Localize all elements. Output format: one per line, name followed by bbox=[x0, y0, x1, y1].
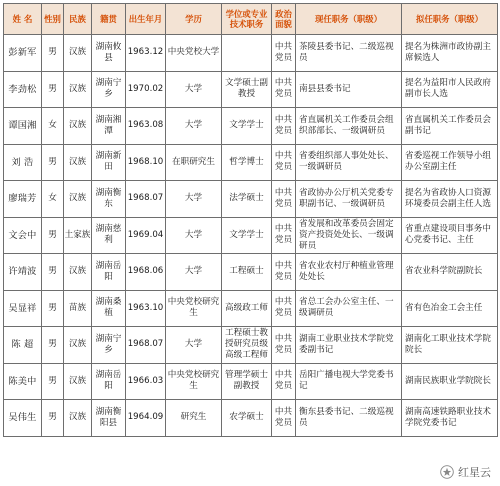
cell-birth-date: 1970.02 bbox=[126, 71, 166, 108]
cell-birth-date: 1968.10 bbox=[126, 144, 166, 181]
cell-current-post: 省农业农村厅种植业管理处处长 bbox=[296, 254, 402, 291]
cell-political-status: 中共党员 bbox=[272, 363, 296, 400]
cell-degree: 文学学士 bbox=[222, 217, 272, 254]
cell-birth-date: 1968.07 bbox=[126, 181, 166, 218]
table-row bbox=[4, 217, 498, 254]
cell-education: 大学 bbox=[166, 71, 222, 108]
cell-current-post: 省委组织部人事处处长、一级调研员 bbox=[296, 144, 402, 181]
cell-current-post: 湖南工业职业技术学院党委副书记 bbox=[296, 327, 402, 364]
cell-gender: 男 bbox=[42, 254, 64, 291]
cell-education: 研究生 bbox=[166, 400, 222, 437]
cell-degree: 哲学博士 bbox=[222, 144, 272, 181]
header-birth-date: 出生年月 bbox=[126, 4, 166, 35]
cell-political-status: 中共党员 bbox=[272, 217, 296, 254]
cell-proposed-post: 提名为省政协人口资源环境委员会副主任人选 bbox=[402, 181, 498, 218]
cell-name: 吴显祥 bbox=[4, 290, 42, 327]
cell-native-place: 湖南宁乡 bbox=[92, 71, 126, 108]
cell-gender: 男 bbox=[42, 35, 64, 72]
cell-proposed-post: 提名为株洲市政协副主席候选人 bbox=[402, 35, 498, 72]
table-row bbox=[4, 400, 498, 437]
cell-degree: 工程硕士教授研究员级高级工程师 bbox=[222, 327, 272, 364]
table-row bbox=[4, 290, 498, 327]
cell-name: 文会中 bbox=[4, 217, 42, 254]
cell-gender: 男 bbox=[42, 363, 64, 400]
cell-proposed-post: 湖南高速铁路职业技术学院党委书记 bbox=[402, 400, 498, 437]
cell-political-status: 中共党员 bbox=[272, 181, 296, 218]
table-row bbox=[4, 35, 498, 72]
cell-gender: 男 bbox=[42, 400, 64, 437]
cell-proposed-post: 省有色冶金工会主任 bbox=[402, 290, 498, 327]
header-current-post: 现任职务（职级） bbox=[296, 4, 402, 35]
cell-proposed-post: 湖南化工职业技术学院院长 bbox=[402, 327, 498, 364]
cell-current-post: 茶陵县委书记、二级巡视员 bbox=[296, 35, 402, 72]
table-row bbox=[4, 363, 498, 400]
cell-education: 大学 bbox=[166, 254, 222, 291]
cell-birth-date: 1969.04 bbox=[126, 217, 166, 254]
header-native-place: 籍贯 bbox=[92, 4, 126, 35]
cell-political-status: 中共党员 bbox=[272, 108, 296, 145]
cell-ethnicity: 汉族 bbox=[64, 400, 92, 437]
header-ethnicity: 民族 bbox=[64, 4, 92, 35]
cell-ethnicity: 汉族 bbox=[64, 363, 92, 400]
cell-current-post: 南县县委书记 bbox=[296, 71, 402, 108]
cell-gender: 男 bbox=[42, 327, 64, 364]
cell-ethnicity: 土家族 bbox=[64, 217, 92, 254]
cell-birth-date: 1968.07 bbox=[126, 327, 166, 364]
cell-degree: 工程硕士 bbox=[222, 254, 272, 291]
cell-proposed-post: 省农业科学院副院长 bbox=[402, 254, 498, 291]
cell-education: 大学 bbox=[166, 217, 222, 254]
cell-native-place: 湖南岳阳 bbox=[92, 254, 126, 291]
table-row bbox=[4, 327, 498, 364]
header-political-status: 政治面貌 bbox=[272, 4, 296, 35]
header-name: 姓 名 bbox=[4, 4, 42, 35]
cell-proposed-post: 省重点建设项目事务中心党委书记、主任 bbox=[402, 217, 498, 254]
cell-political-status: 中共党员 bbox=[272, 327, 296, 364]
cell-degree: 法学硕士 bbox=[222, 181, 272, 218]
cell-proposed-post: 提名为益阳市人民政府副市长人选 bbox=[402, 71, 498, 108]
cell-name: 刘 浩 bbox=[4, 144, 42, 181]
cell-ethnicity: 苗族 bbox=[64, 290, 92, 327]
cell-current-post: 岳阳广播电视大学党委书记 bbox=[296, 363, 402, 400]
table-row bbox=[4, 108, 498, 145]
cell-name: 李劲松 bbox=[4, 71, 42, 108]
cell-ethnicity: 汉族 bbox=[64, 35, 92, 72]
cell-native-place: 湖南慈利 bbox=[92, 217, 126, 254]
cell-degree: 农学硕士 bbox=[222, 400, 272, 437]
cell-name: 陈美中 bbox=[4, 363, 42, 400]
cell-birth-date: 1963.12 bbox=[126, 35, 166, 72]
cell-current-post: 衡东县委书记、二级巡视员 bbox=[296, 400, 402, 437]
cell-birth-date: 1963.08 bbox=[126, 108, 166, 145]
cell-proposed-post: 省直属机关工作委员会副书记 bbox=[402, 108, 498, 145]
cell-political-status: 中共党员 bbox=[272, 290, 296, 327]
cell-current-post: 省政协办公厅机关党委专职副书记、一级调研员 bbox=[296, 181, 402, 218]
cell-native-place: 湖南攸县 bbox=[92, 35, 126, 72]
cell-ethnicity: 汉族 bbox=[64, 181, 92, 218]
cell-degree bbox=[222, 35, 272, 72]
table-body bbox=[4, 35, 498, 437]
watermark bbox=[437, 463, 494, 481]
table-row bbox=[4, 144, 498, 181]
cell-education: 中央党校研究生 bbox=[166, 363, 222, 400]
cell-proposed-post: 省委巡视工作领导小组办公室副主任 bbox=[402, 144, 498, 181]
cell-name: 廖瑞芳 bbox=[4, 181, 42, 218]
table-row bbox=[4, 71, 498, 108]
table-header-row bbox=[4, 4, 498, 35]
cell-native-place: 湖南宁乡 bbox=[92, 327, 126, 364]
table-row bbox=[4, 254, 498, 291]
cell-education: 在职研究生 bbox=[166, 144, 222, 181]
header-proposed-post: 拟任职务（职级） bbox=[402, 4, 498, 35]
cell-ethnicity: 汉族 bbox=[64, 327, 92, 364]
cell-education: 大学 bbox=[166, 108, 222, 145]
cell-gender: 男 bbox=[42, 217, 64, 254]
cell-birth-date: 1966.03 bbox=[126, 363, 166, 400]
cell-native-place: 湖南桑植 bbox=[92, 290, 126, 327]
cell-current-post: 省发展和改革委员会固定资产投资处处长、一级调研员 bbox=[296, 217, 402, 254]
red-star-logo-icon bbox=[440, 465, 454, 479]
cell-native-place: 湖南新田 bbox=[92, 144, 126, 181]
cell-gender: 男 bbox=[42, 71, 64, 108]
header-education: 学历 bbox=[166, 4, 222, 35]
header-degree: 学位或专业技术职务 bbox=[222, 4, 272, 35]
cell-political-status: 中共党员 bbox=[272, 35, 296, 72]
cell-gender: 男 bbox=[42, 144, 64, 181]
cell-birth-date: 1964.09 bbox=[126, 400, 166, 437]
cell-native-place: 湖南衡阳县 bbox=[92, 400, 126, 437]
cell-ethnicity: 汉族 bbox=[64, 254, 92, 291]
cell-current-post: 省直属机关工作委员会组织部部长、一级调研员 bbox=[296, 108, 402, 145]
cell-education: 大学 bbox=[166, 327, 222, 364]
cell-birth-date: 1963.10 bbox=[126, 290, 166, 327]
watermark-text: 红星云 bbox=[458, 466, 491, 479]
cell-name: 许靖波 bbox=[4, 254, 42, 291]
cell-degree: 文学硕士副教授 bbox=[222, 71, 272, 108]
cell-education: 中央党校大学 bbox=[166, 35, 222, 72]
cell-gender: 女 bbox=[42, 108, 64, 145]
cell-political-status: 中共党员 bbox=[272, 254, 296, 291]
cell-name: 彭新军 bbox=[4, 35, 42, 72]
cell-name: 吴伟生 bbox=[4, 400, 42, 437]
cell-degree: 文学学士 bbox=[222, 108, 272, 145]
header-gender: 性别 bbox=[42, 4, 64, 35]
cell-ethnicity: 汉族 bbox=[64, 144, 92, 181]
cell-gender: 女 bbox=[42, 181, 64, 218]
cell-political-status: 中共党员 bbox=[272, 144, 296, 181]
cell-education: 中央党校研究生 bbox=[166, 290, 222, 327]
cell-education: 大学 bbox=[166, 181, 222, 218]
cell-current-post: 省总工会办公室主任、一级调研员 bbox=[296, 290, 402, 327]
cell-native-place: 湖南衡东 bbox=[92, 181, 126, 218]
cell-native-place: 湖南湘潭 bbox=[92, 108, 126, 145]
cell-political-status: 中共党员 bbox=[272, 71, 296, 108]
cell-degree: 管理学硕士副教授 bbox=[222, 363, 272, 400]
cell-degree: 高级政工师 bbox=[222, 290, 272, 327]
cell-gender: 男 bbox=[42, 290, 64, 327]
cell-political-status: 中共党员 bbox=[272, 400, 296, 437]
cell-proposed-post: 湖南民族职业学院院长 bbox=[402, 363, 498, 400]
cell-ethnicity: 汉族 bbox=[64, 71, 92, 108]
table-row bbox=[4, 181, 498, 218]
cell-birth-date: 1968.06 bbox=[126, 254, 166, 291]
cell-ethnicity: 汉族 bbox=[64, 108, 92, 145]
cadre-table bbox=[3, 3, 498, 437]
cell-name: 陈 超 bbox=[4, 327, 42, 364]
cell-native-place: 湖南岳阳 bbox=[92, 363, 126, 400]
cell-name: 谭国湘 bbox=[4, 108, 42, 145]
